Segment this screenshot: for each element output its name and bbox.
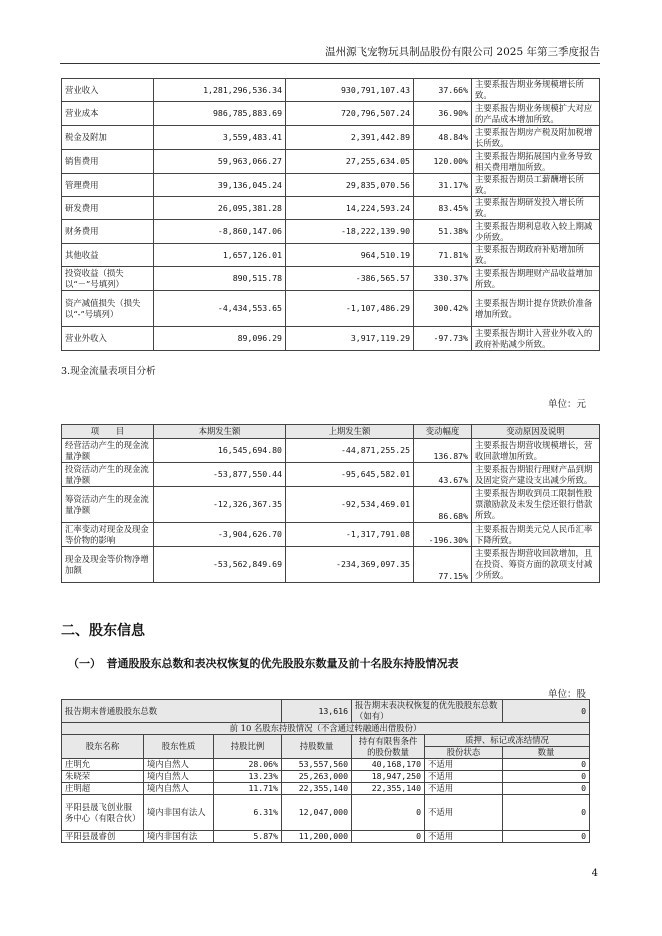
income-item: 管理费用 xyxy=(62,174,154,197)
preferred-holders-value: 0 xyxy=(503,700,590,723)
cashflow-reason: 主要系报告期银行理财产品到期及固定资产建设支出减少所致。 xyxy=(472,463,600,487)
report-header: 温州源飞宠物玩具制品股份有限公司 2025 年第三季度报告 xyxy=(60,44,600,64)
header-previous: 上期发生额 xyxy=(286,425,414,439)
income-change: -97.73% xyxy=(414,327,472,351)
income-previous: 2,391,442.89 xyxy=(286,126,414,150)
shareholder-unit-label: 单位：股 xyxy=(548,689,587,700)
income-current: 39,136,045.24 xyxy=(154,174,286,197)
shareholder-nature: 境内自然人 xyxy=(144,759,214,771)
shareholder-name: 庄明允 xyxy=(62,759,144,771)
cashflow-current: 16,545,694.80 xyxy=(154,439,286,463)
cashflow-row xyxy=(62,439,600,463)
income-row xyxy=(62,79,600,102)
header-ratio: 持股比例 xyxy=(214,735,282,759)
shareholder-shares: 25,263,000 xyxy=(282,771,352,783)
income-change: 83.45% xyxy=(414,197,472,220)
shareholder-heading: 二、股东信息 xyxy=(61,623,145,639)
income-row xyxy=(62,244,600,267)
income-change: 300.42% xyxy=(414,291,472,327)
header-reason: 变动原因及说明 xyxy=(472,425,600,439)
cashflow-table xyxy=(61,424,600,583)
cashflow-row xyxy=(62,523,600,547)
cashflow-change: 77.15% xyxy=(414,547,472,583)
shareholder-ratio: 28.06% xyxy=(214,759,282,771)
shareholder-name: 朱晓荣 xyxy=(62,771,144,783)
income-current: 89,096.29 xyxy=(154,327,286,351)
cashflow-previous: -234,369,097.35 xyxy=(286,547,414,583)
shareholder-name: 平阳县晟睿创 xyxy=(62,831,144,843)
income-current: -8,860,147.06 xyxy=(154,220,286,244)
income-reason: 主要系报告期利息收入较上期减少所致。 xyxy=(472,220,600,244)
cashflow-item: 现金及现金等价物净增加额 xyxy=(62,547,154,583)
income-current: 986,785,883.69 xyxy=(154,102,286,126)
shareholder-shares: 53,557,560 xyxy=(282,759,352,771)
cashflow-previous: -44,871,255.25 xyxy=(286,439,414,463)
income-reason: 主要系报告期理财产品收益增加所致。 xyxy=(472,267,600,291)
shareholder-nature: 境内非国有法 xyxy=(144,831,214,843)
shareholder-restricted: 0 xyxy=(352,795,425,831)
header-change: 变动幅度 xyxy=(414,425,472,439)
income-item: 营业外收入 xyxy=(62,327,154,351)
income-reason: 主要系报告期拓展国内业务导致相关费用增加所致。 xyxy=(472,150,600,174)
income-item: 营业收入 xyxy=(62,79,154,102)
income-reason: 主要系报告期员工薪酬增长所致。 xyxy=(472,174,600,197)
cashflow-previous: -95,645,582.01 xyxy=(286,463,414,487)
income-row xyxy=(62,291,600,327)
income-current: 59,963,066.27 xyxy=(154,150,286,174)
income-reason: 主要系报告期计入营业外收入的政府补贴减少所致。 xyxy=(472,327,600,351)
shareholder-row xyxy=(62,759,590,771)
header-name: 股东名称 xyxy=(62,735,144,759)
cashflow-reason: 主要系报告期美元兑人民币汇率下降所致。 xyxy=(472,523,600,547)
cashflow-change: 43.67% xyxy=(414,463,472,487)
header-status: 股份状态 xyxy=(425,747,503,759)
header-nature: 股东性质 xyxy=(144,735,214,759)
income-change: 330.37% xyxy=(414,267,472,291)
income-previous: -386,565.57 xyxy=(286,267,414,291)
shareholder-shares: 12,047,000 xyxy=(282,795,352,831)
shareholder-restricted: 0 xyxy=(352,831,425,843)
income-item: 销售费用 xyxy=(62,150,154,174)
cashflow-item: 投资活动产生的现金流量净额 xyxy=(62,463,154,487)
income-previous: 29,835,070.56 xyxy=(286,174,414,197)
shareholder-quantity: 0 xyxy=(503,831,590,843)
shareholder-nature: 境内自然人 xyxy=(144,783,214,795)
shareholder-status: 不适用 xyxy=(425,795,503,831)
cashflow-row xyxy=(62,463,600,487)
shareholder-ratio: 11.71% xyxy=(214,783,282,795)
shareholder-row xyxy=(62,831,590,843)
cashflow-current: -3,904,626.70 xyxy=(154,523,286,547)
income-item: 其他收益 xyxy=(62,244,154,267)
shareholder-status: 不适用 xyxy=(425,759,503,771)
shareholder-shares: 22,355,140 xyxy=(282,783,352,795)
header-restricted: 持有有限售条件的股份数量 xyxy=(352,735,425,759)
income-previous: 3,917,119.29 xyxy=(286,327,414,351)
cashflow-reason: 主要系报告期收到员工限制性股票激励款及未发生偿还银行借款所致。 xyxy=(472,487,600,523)
shareholder-ratio: 5.87% xyxy=(214,831,282,843)
income-previous: -1,107,486.29 xyxy=(286,291,414,327)
income-previous: 930,791,107.43 xyxy=(286,79,414,102)
shareholder-ratio: 6.31% xyxy=(214,795,282,831)
income-row xyxy=(62,327,600,351)
header-quantity: 数量 xyxy=(503,747,590,759)
income-reason: 主要系报告期政府补贴增加所致。 xyxy=(472,244,600,267)
cashflow-unit-label: 单位：元 xyxy=(548,399,587,410)
shareholder-row xyxy=(62,783,590,795)
common-holders-label: 报告期末普通股股东总数 xyxy=(62,700,282,723)
income-row xyxy=(62,220,600,244)
income-current: 26,095,381.28 xyxy=(154,197,286,220)
cashflow-current: -12,326,367.35 xyxy=(154,487,286,523)
cashflow-item: 筹资活动产生的现金流量净额 xyxy=(62,487,154,523)
income-statement-table xyxy=(61,78,600,351)
income-previous: -18,222,139.90 xyxy=(286,220,414,244)
income-row xyxy=(62,102,600,126)
top10-title: 前 10 名股东持股情况（不含通过转融通出借股份） xyxy=(62,723,590,735)
header-pledge-group: 质押、标记或冻结情况 xyxy=(425,735,590,747)
shareholder-quantity: 0 xyxy=(503,759,590,771)
income-item: 税金及附加 xyxy=(62,126,154,150)
common-holders-value: 13,616 xyxy=(282,700,352,723)
shareholder-status: 不适用 xyxy=(425,771,503,783)
cashflow-item: 汇率变动对现金及现金等价物的影响 xyxy=(62,523,154,547)
income-change: 36.90% xyxy=(414,102,472,126)
shareholder-nature: 境内非国有法人 xyxy=(144,795,214,831)
cashflow-reason: 主要系报告期营收回款增加，且在投资、筹资方面的款项支付减少所致。 xyxy=(472,547,600,583)
income-item: 营业成本 xyxy=(62,102,154,126)
header-current: 本期发生额 xyxy=(154,425,286,439)
cashflow-previous: -1,317,791.08 xyxy=(286,523,414,547)
top10-title-row xyxy=(62,723,590,735)
income-change: 120.00% xyxy=(414,150,472,174)
income-reason: 主要系报告期业务规模扩大对应的产品成本增加所致。 xyxy=(472,102,600,126)
income-item: 投资收益（损失以“－”号填列） xyxy=(62,267,154,291)
shareholder-quantity: 0 xyxy=(503,783,590,795)
income-change: 51.38% xyxy=(414,220,472,244)
income-change: 31.17% xyxy=(414,174,472,197)
header-item: 项 目 xyxy=(62,425,154,439)
income-reason: 主要系报告期研发投入增长所致。 xyxy=(472,197,600,220)
income-row xyxy=(62,126,600,150)
shareholder-status: 不适用 xyxy=(425,783,503,795)
cashflow-previous: -92,534,469.01 xyxy=(286,487,414,523)
income-row xyxy=(62,267,600,291)
income-previous: 964,510.19 xyxy=(286,244,414,267)
shareholder-nature: 境内自然人 xyxy=(144,771,214,783)
income-row xyxy=(62,174,600,197)
income-change: 37.66% xyxy=(414,79,472,102)
shareholder-summary-row xyxy=(62,700,590,723)
shareholder-status: 不适用 xyxy=(425,831,503,843)
shareholder-shares: 11,200,000 xyxy=(282,831,352,843)
income-current: 890,515.78 xyxy=(154,267,286,291)
shareholder-restricted: 40,168,170 xyxy=(352,759,425,771)
income-previous: 720,796,507.24 xyxy=(286,102,414,126)
shareholder-restricted: 18,947,250 xyxy=(352,771,425,783)
income-current: 1,281,296,536.34 xyxy=(154,79,286,102)
preferred-holders-label: 报告期末表决权恢复的优先股股东总数（如有） xyxy=(352,700,503,723)
cashflow-row xyxy=(62,547,600,583)
cashflow-change: 136.87% xyxy=(414,439,472,463)
cashflow-reason: 主要系报告期营收规模增长，营收回款增加所致。 xyxy=(472,439,600,463)
income-current: -4,434,553.65 xyxy=(154,291,286,327)
shareholder-header-row-1 xyxy=(62,735,590,747)
cashflow-change: -196.30% xyxy=(414,523,472,547)
shareholder-row xyxy=(62,795,590,831)
income-previous: 14,224,593.24 xyxy=(286,197,414,220)
income-row xyxy=(62,197,600,220)
income-current: 3,559,483.41 xyxy=(154,126,286,150)
header-shares: 持股数量 xyxy=(282,735,352,759)
shareholder-quantity: 0 xyxy=(503,771,590,783)
income-item: 资产减值损失（损失以“-”号填列） xyxy=(62,291,154,327)
cashflow-row xyxy=(62,487,600,523)
cashflow-current: -53,562,849.69 xyxy=(154,547,286,583)
shareholder-restricted: 22,355,140 xyxy=(352,783,425,795)
income-previous: 27,255,634.05 xyxy=(286,150,414,174)
shareholder-quantity: 0 xyxy=(503,795,590,831)
shareholder-subheading: （一） 普通股股东总数和表决权恢复的优先股股东数量及前十名股东持股情况表 xyxy=(68,657,459,670)
cashflow-current: -53,877,550.44 xyxy=(154,463,286,487)
cashflow-header-row xyxy=(62,425,600,439)
page-number: 4 xyxy=(591,868,598,879)
income-reason: 主要系报告期计提存货跌价准备增加所致。 xyxy=(472,291,600,327)
shareholder-name: 平阳县晟飞创业服务中心（有限合伙） xyxy=(62,795,144,831)
cashflow-section-title: 3.现金流量表项目分析 xyxy=(61,366,156,377)
income-reason: 主要系报告期业务规模增长所致。 xyxy=(472,79,600,102)
cashflow-change: 86.68% xyxy=(414,487,472,523)
income-current: 1,657,126.01 xyxy=(154,244,286,267)
income-item: 研发费用 xyxy=(62,197,154,220)
cashflow-item: 经营活动产生的现金流量净额 xyxy=(62,439,154,463)
income-row xyxy=(62,150,600,174)
shareholder-row xyxy=(62,771,590,783)
shareholder-table xyxy=(61,699,590,843)
income-reason: 主要系报告期房产税及附加税增长所致。 xyxy=(472,126,600,150)
shareholder-name: 庄明超 xyxy=(62,783,144,795)
income-change: 71.81% xyxy=(414,244,472,267)
income-change: 48.84% xyxy=(414,126,472,150)
shareholder-ratio: 13.23% xyxy=(214,771,282,783)
income-item: 财务费用 xyxy=(62,220,154,244)
